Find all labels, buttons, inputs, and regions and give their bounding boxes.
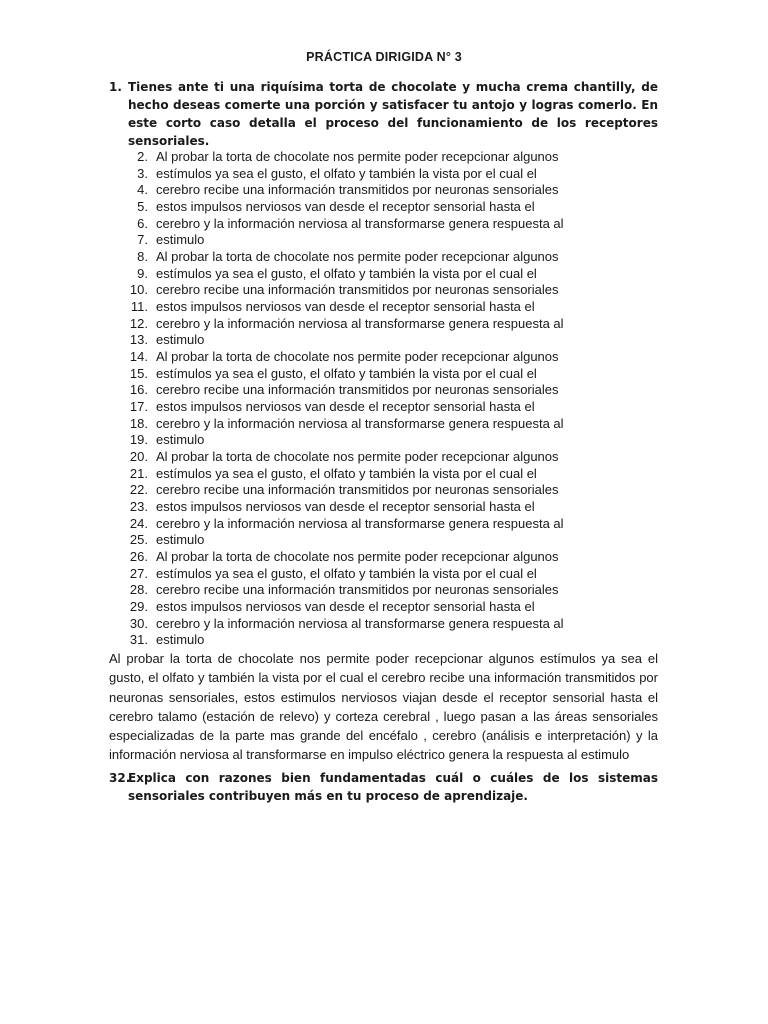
- numbered-line: [118, 549, 678, 566]
- numbered-line: [118, 266, 678, 283]
- numbered-line: [118, 299, 678, 316]
- line-text: cerebro y la información nerviosa al transformarse genera respuesta al: [156, 515, 564, 531]
- line-text: cerebro recibe una información transmitidos por neuronas sensoriales: [156, 282, 559, 298]
- numbered-line: [118, 532, 678, 549]
- line-number: 8.: [137, 249, 148, 265]
- line-number: 25.: [129, 532, 148, 548]
- line-number: 29.: [129, 599, 148, 615]
- line-number: 23.: [129, 499, 148, 515]
- line-text: cerebro y la información nerviosa al transformarse genera respuesta al: [156, 415, 564, 431]
- line-number: 31.: [129, 632, 148, 648]
- line-text: Al probar la torta de chocolate nos permite poder recepcionar algunos: [156, 549, 559, 565]
- line-text: estos impulsos nerviosos van desde el receptor sensorial hasta el: [156, 299, 535, 315]
- line-number: 4.: [137, 182, 148, 198]
- line-number: 27.: [129, 565, 148, 581]
- line-text: estos impulsos nerviosos van desde el receptor sensorial hasta el: [156, 199, 535, 215]
- line-text: estímulos ya sea el gusto, el olfato y también la vista por el cual el: [156, 465, 537, 481]
- line-text: cerebro recibe una información transmitidos por neuronas sensoriales: [156, 482, 559, 498]
- numbered-line: [118, 616, 678, 633]
- line-number: 10.: [129, 282, 148, 298]
- numbered-line: [118, 366, 678, 383]
- numbered-line: [118, 182, 678, 199]
- line-number: 7.: [137, 232, 148, 248]
- numbered-line: [118, 382, 678, 399]
- numbered-line: [118, 566, 678, 583]
- question-32-text: Explica con razones bien fundamentadas cuál o cuáles de los sistemas sensoriales contribuyen más en tu proceso de aprendizaje.: [128, 771, 658, 803]
- numbered-line: [118, 482, 678, 499]
- numbered-line: [118, 349, 678, 366]
- line-text: cerebro y la información nerviosa al transformarse genera respuesta al: [156, 315, 564, 331]
- question-32-number: 32.: [109, 771, 131, 785]
- line-number: 6.: [137, 215, 148, 231]
- line-number: 22.: [129, 482, 148, 498]
- line-number: 24.: [129, 515, 148, 531]
- line-text: cerebro recibe una información transmitidos por neuronas sensoriales: [156, 582, 559, 598]
- line-number: 9.: [137, 265, 148, 281]
- line-number: 15.: [129, 365, 148, 381]
- line-number: 21.: [129, 465, 148, 481]
- line-text: estímulos ya sea el gusto, el olfato y también la vista por el cual el: [156, 165, 537, 181]
- numbered-line: [118, 216, 678, 233]
- numbered-line: [118, 516, 678, 533]
- numbered-line: [118, 232, 678, 249]
- numbered-line: [118, 316, 678, 333]
- line-number: 11.: [130, 299, 148, 315]
- line-text: estimulo: [156, 532, 205, 548]
- numbered-line: [118, 432, 678, 449]
- line-text: cerebro recibe una información transmitidos por neuronas sensoriales: [156, 382, 559, 398]
- numbered-line: [118, 599, 678, 616]
- numbered-line: [118, 416, 678, 433]
- numbered-line: [118, 499, 678, 516]
- question-32: [109, 769, 658, 805]
- line-text: estimulo: [156, 432, 205, 448]
- line-text: estimulo: [156, 332, 205, 348]
- line-text: cerebro y la información nerviosa al transformarse genera respuesta al: [156, 615, 564, 631]
- line-number: 2.: [137, 149, 148, 164]
- numbered-line: [118, 199, 678, 216]
- numbered-line: [118, 399, 678, 416]
- line-number: 14.: [129, 349, 148, 365]
- answer-paragraph: Al probar la torta de chocolate nos permite poder recepcionar algunos estímulos ya sea el gusto, el olfato y también la vista por el cual el cerebro recibe una información transmitidos por neuronas sensoriales, estos estimulos nerviosos viajan desde el receptor sensorial hasta el cerebro talamo (estación de relevo) y corteza cerebral , luego pasan a las áreas sensoriales especializadas de la parte mas grande del encéfalo , cerebro (análisis e interpretación) y la información nerviosa al transformarse en impulso eléctrico genera la respuesta al estimulo: [109, 651, 658, 763]
- question-1-number: 1.: [109, 80, 122, 94]
- line-text: estos impulsos nerviosos van desde el receptor sensorial hasta el: [156, 499, 535, 515]
- question-1: [109, 78, 658, 150]
- line-number: 28.: [129, 582, 148, 598]
- numbered-line: [118, 632, 678, 649]
- line-number: 17.: [129, 399, 148, 415]
- line-number: 12.: [129, 315, 148, 331]
- line-number: 16.: [129, 382, 148, 398]
- line-number: 3.: [137, 165, 148, 181]
- line-text: cerebro recibe una información transmitidos por neuronas sensoriales: [156, 182, 559, 198]
- numbered-line: [118, 582, 678, 599]
- line-number: 20.: [129, 449, 148, 465]
- document-title: PRÁCTICA DIRIGIDA N° 3: [306, 50, 462, 64]
- line-text: Al probar la torta de chocolate nos permite poder recepcionar algunos: [156, 149, 559, 164]
- numbered-line: [118, 449, 678, 466]
- line-text: Al probar la torta de chocolate nos permite poder recepcionar algunos: [156, 449, 559, 465]
- numbered-line: [118, 249, 678, 266]
- line-text: estos impulsos nerviosos van desde el receptor sensorial hasta el: [156, 599, 535, 615]
- line-text: Al probar la torta de chocolate nos permite poder recepcionar algunos: [156, 349, 559, 365]
- line-number: 26.: [129, 549, 148, 565]
- line-text: estos impulsos nerviosos van desde el receptor sensorial hasta el: [156, 399, 535, 415]
- numbered-line: [118, 466, 678, 483]
- line-number: 13.: [129, 332, 148, 348]
- line-text: estimulo: [156, 232, 205, 248]
- line-number: 18.: [129, 415, 148, 431]
- numbered-line: [118, 332, 678, 349]
- numbered-lines-list: [118, 149, 678, 649]
- line-text: Al probar la torta de chocolate nos permite poder recepcionar algunos: [156, 249, 559, 265]
- question-1-text: Tienes ante ti una riquísima torta de chocolate y mucha crema chantilly, de hecho deseas comerte una porción y satisfacer tu antojo y logras comerlo. En este corto caso detalla el proceso del funcionamiento de los receptores sensoriales.: [128, 80, 658, 148]
- line-text: estimulo: [156, 632, 205, 648]
- line-text: estímulos ya sea el gusto, el olfato y también la vista por el cual el: [156, 265, 537, 281]
- numbered-line: [118, 166, 678, 183]
- line-text: cerebro y la información nerviosa al transformarse genera respuesta al: [156, 215, 564, 231]
- line-number: 5.: [137, 199, 148, 215]
- numbered-line: [118, 149, 678, 166]
- line-text: estímulos ya sea el gusto, el olfato y también la vista por el cual el: [156, 365, 537, 381]
- line-number: 30.: [129, 615, 148, 631]
- line-number: 19.: [129, 432, 148, 448]
- numbered-line: [118, 282, 678, 299]
- line-text: estímulos ya sea el gusto, el olfato y también la vista por el cual el: [156, 565, 537, 581]
